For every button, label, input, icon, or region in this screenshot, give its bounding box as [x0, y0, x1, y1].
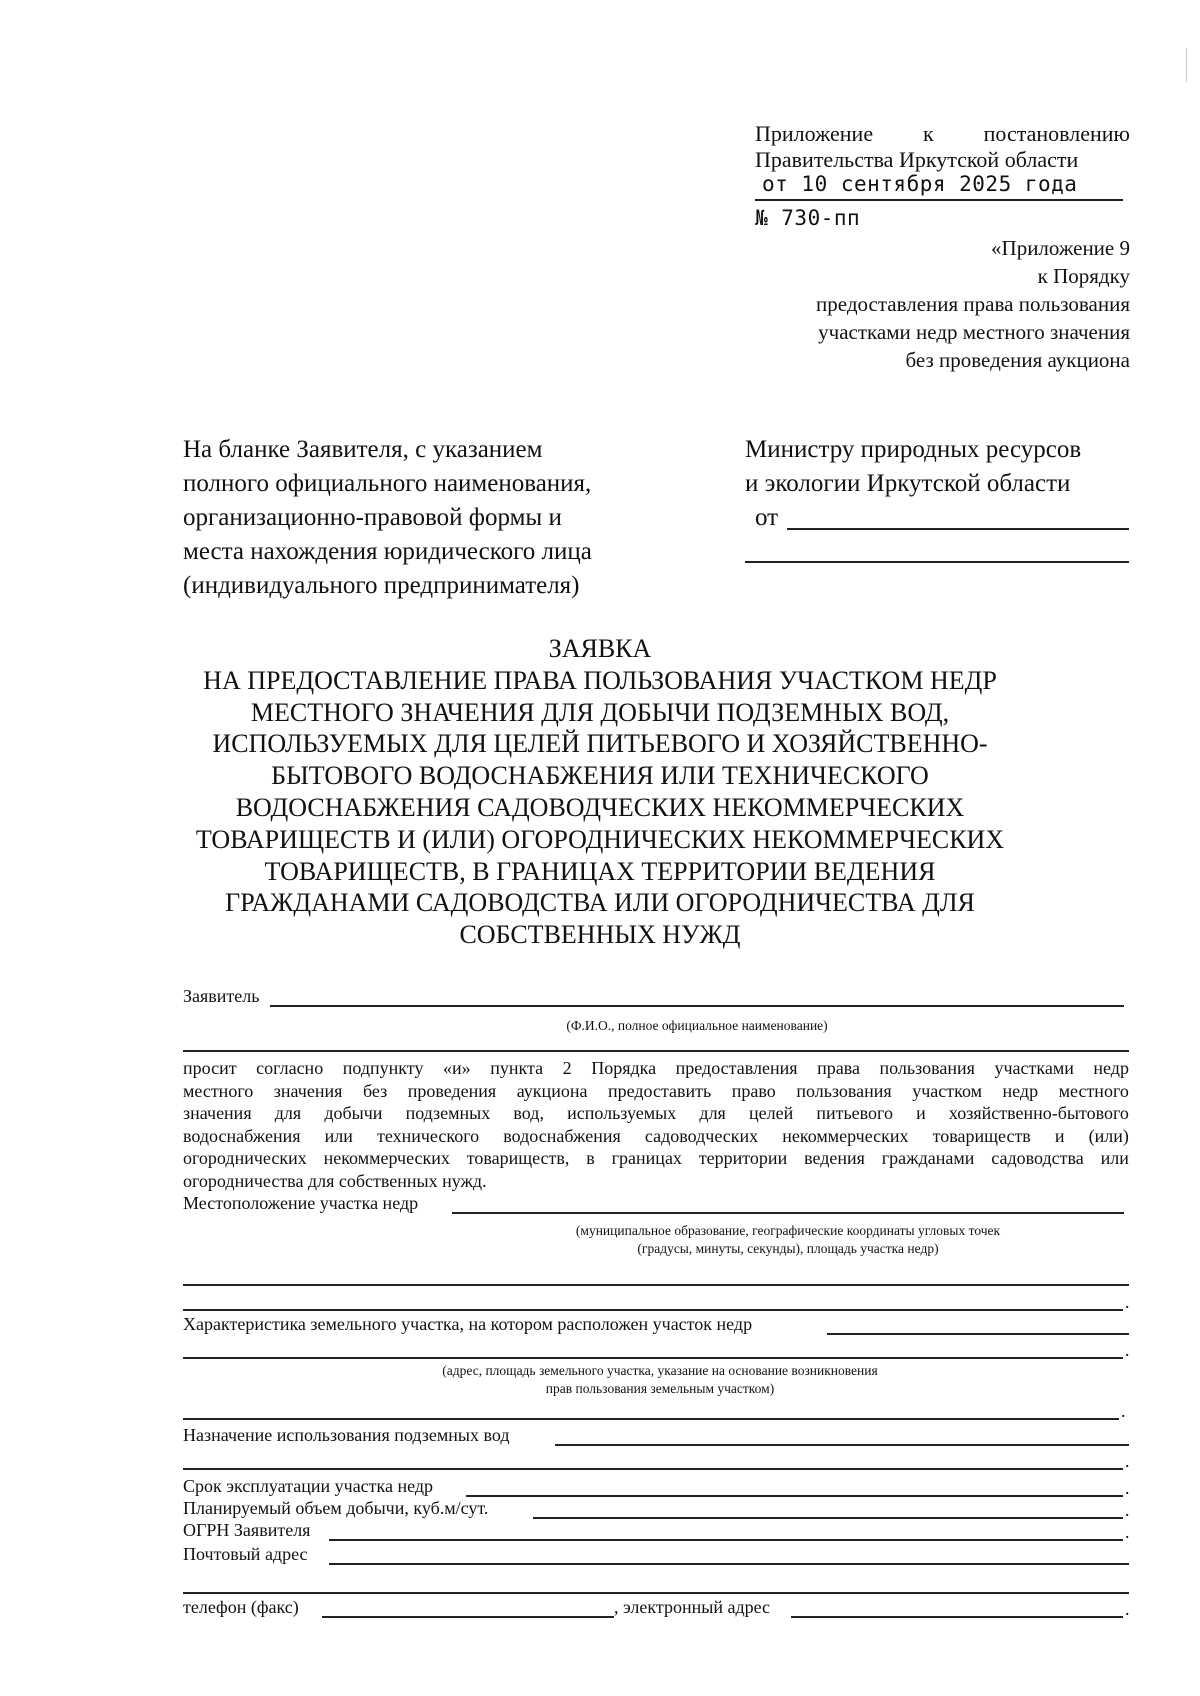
- request-line: водоснабжения или технического водоснабжения садоводческих некоммерческих товариществ и (или): [183, 1125, 1129, 1146]
- applicant-label: Заявитель: [183, 986, 260, 1006]
- appendix-ref-line: к Порядку: [1037, 264, 1130, 288]
- addressee-from-field[interactable]: [787, 528, 1129, 530]
- email-field[interactable]: [791, 1616, 1123, 1618]
- scan-edge-mark: [1186, 48, 1187, 82]
- appendix-word: Приложение: [755, 121, 874, 146]
- land-hint-1: (адрес, площадь земельного участка, указание на основание возникновения: [442, 1363, 878, 1378]
- letterhead-note-line: (индивидуального предпринимателя): [183, 572, 580, 599]
- appendix-resolution: постановлению: [983, 121, 1130, 146]
- appendix-ref-line: «Приложение 9: [991, 236, 1130, 260]
- request-paragraph: [183, 1057, 1129, 1192]
- letterhead-note-line: На бланке Заявителя, с указанием: [183, 436, 543, 463]
- term-label: Срок эксплуатации участка недр: [183, 1476, 434, 1496]
- location-period: .: [1125, 1292, 1130, 1312]
- ogrn-field[interactable]: [329, 1539, 1123, 1541]
- addressee-from-field-2[interactable]: [745, 561, 1129, 563]
- land-period-2: .: [1121, 1401, 1126, 1421]
- appendix-ref-line: без проведения аукциона: [905, 348, 1130, 372]
- postal-label: Почтовый адрес: [183, 1544, 308, 1564]
- request-line: огородничества для собственных нужд.: [183, 1170, 487, 1191]
- postal-field-2[interactable]: [183, 1592, 1129, 1594]
- appendix-header-line: [755, 121, 1130, 147]
- ogrn-period: .: [1125, 1522, 1130, 1542]
- appendix-to: к: [923, 121, 934, 146]
- document-title: [150, 633, 1050, 951]
- volume-field[interactable]: [533, 1517, 1123, 1519]
- volume-label: Планируемый объем добычи, куб.м/сут.: [183, 1498, 489, 1518]
- land-field-2[interactable]: [183, 1357, 1123, 1359]
- volume-period: .: [1125, 1500, 1130, 1520]
- letterhead-note-line: полного официального наименования,: [183, 470, 592, 497]
- location-label: Местоположение участка недр: [183, 1193, 419, 1213]
- title-line: СОБСТВЕННЫХ НУЖД: [459, 920, 741, 950]
- title-line: ЗАЯВКА: [548, 634, 652, 663]
- title-line: ГРАЖДАНАМИ САДОВОДСТВА ИЛИ ОГОРОДНИЧЕСТВА ДЛЯ: [225, 888, 975, 918]
- title-line: МЕСТНОГО ЗНАЧЕНИЯ ДЛЯ ДОБЫЧИ ПОДЗЕМНЫХ ВОД,: [250, 697, 950, 727]
- land-field[interactable]: [827, 1333, 1129, 1335]
- applicant-field-2[interactable]: [183, 1050, 1129, 1052]
- location-field-3[interactable]: [183, 1309, 1123, 1311]
- land-label: Характеристика земельного участка, на котором расположен участок недр: [183, 1314, 753, 1334]
- location-hint-2: (градусы, минуты, секунды), площадь участка недр): [637, 1241, 939, 1256]
- date-underline: [755, 199, 1123, 201]
- phone-field[interactable]: [322, 1616, 614, 1618]
- addressee-line-1: Министру природных ресурсов: [745, 436, 1082, 463]
- title-line: ВОДОСНАБЖЕНИЯ САДОВОДЧЕСКИХ НЕКОММЕРЧЕСКИХ: [235, 792, 965, 822]
- purpose-field[interactable]: [555, 1444, 1129, 1446]
- purpose-period: .: [1125, 1451, 1130, 1471]
- request-line: огороднических некоммерческих товариществ, в границах территории ведения гражданами садоводства или: [183, 1148, 1129, 1168]
- title-line: БЫТОВОГО ВОДОСНАБЖЕНИЯ ИЛИ ТЕХНИЧЕСКОГО: [271, 761, 929, 791]
- term-field[interactable]: [466, 1495, 1123, 1497]
- government-line: Правительства Иркутской области: [755, 147, 1079, 172]
- appendix-ref-line: участками недр местного значения: [818, 320, 1130, 344]
- applicant-hint: (Ф.И.О., полное официальное наименование): [566, 1018, 828, 1033]
- request-line: просит согласно подпункту «и» пункта 2 Порядка предоставления права пользования участками недр: [183, 1058, 1129, 1078]
- letterhead-note-line: места нахождения юридического лица: [183, 538, 592, 565]
- addressee-line-2: и экологии Иркутской области: [745, 470, 1071, 497]
- resolution-date: от 10 сентября 2025 года: [762, 172, 1078, 196]
- resolution-number: № 730-пп: [755, 206, 861, 230]
- email-label: , электронный адрес: [614, 1597, 771, 1617]
- title-line: ТОВАРИЩЕСТВ И (ИЛИ) ОГОРОДНИЧЕСКИХ НЕКОММЕРЧЕСКИХ: [195, 824, 1005, 854]
- term-period: .: [1125, 1478, 1130, 1498]
- email-period: .: [1125, 1599, 1130, 1619]
- land-field-3[interactable]: [183, 1418, 1119, 1420]
- request-line: местного значения без проведения аукциона предоставить право пользования участком недр местного: [183, 1080, 1129, 1101]
- title-line: ТОВАРИЩЕСТВ, В ГРАНИЦАХ ТЕРРИТОРИИ ВЕДЕНИЯ: [264, 856, 936, 886]
- purpose-field-2[interactable]: [183, 1468, 1123, 1470]
- phone-label: телефон (факс): [183, 1597, 299, 1617]
- ogrn-label: ОГРН Заявителя: [183, 1520, 311, 1540]
- location-field-2[interactable]: [183, 1284, 1129, 1286]
- addressee-from-label: от: [755, 504, 779, 531]
- purpose-label: Назначение использования подземных вод: [183, 1425, 510, 1445]
- land-period: .: [1125, 1340, 1130, 1360]
- letterhead-note-line: организационно-правовой формы и: [183, 504, 562, 531]
- title-line: НА ПРЕДОСТАВЛЕНИЕ ПРАВА ПОЛЬЗОВАНИЯ УЧАСТКОМ НЕДР: [203, 665, 997, 695]
- location-hint-1: (муниципальное образование, географические координаты угловых точек: [575, 1223, 1001, 1238]
- applicant-field[interactable]: [270, 1005, 1124, 1007]
- title-line: ИСПОЛЬЗУЕМЫХ ДЛЯ ЦЕЛЕЙ ПИТЬЕВОГО И ХОЗЯЙСТВЕННО-: [212, 729, 988, 759]
- appendix-ref-line: предоставления права пользования: [816, 292, 1130, 316]
- land-hint-2: прав пользования земельным участком): [545, 1381, 775, 1396]
- location-field[interactable]: [452, 1212, 1124, 1214]
- request-line: значения для добычи подземных вод, используемых для целей питьевого и хозяйственно-бытового: [183, 1103, 1129, 1123]
- postal-field[interactable]: [329, 1563, 1129, 1565]
